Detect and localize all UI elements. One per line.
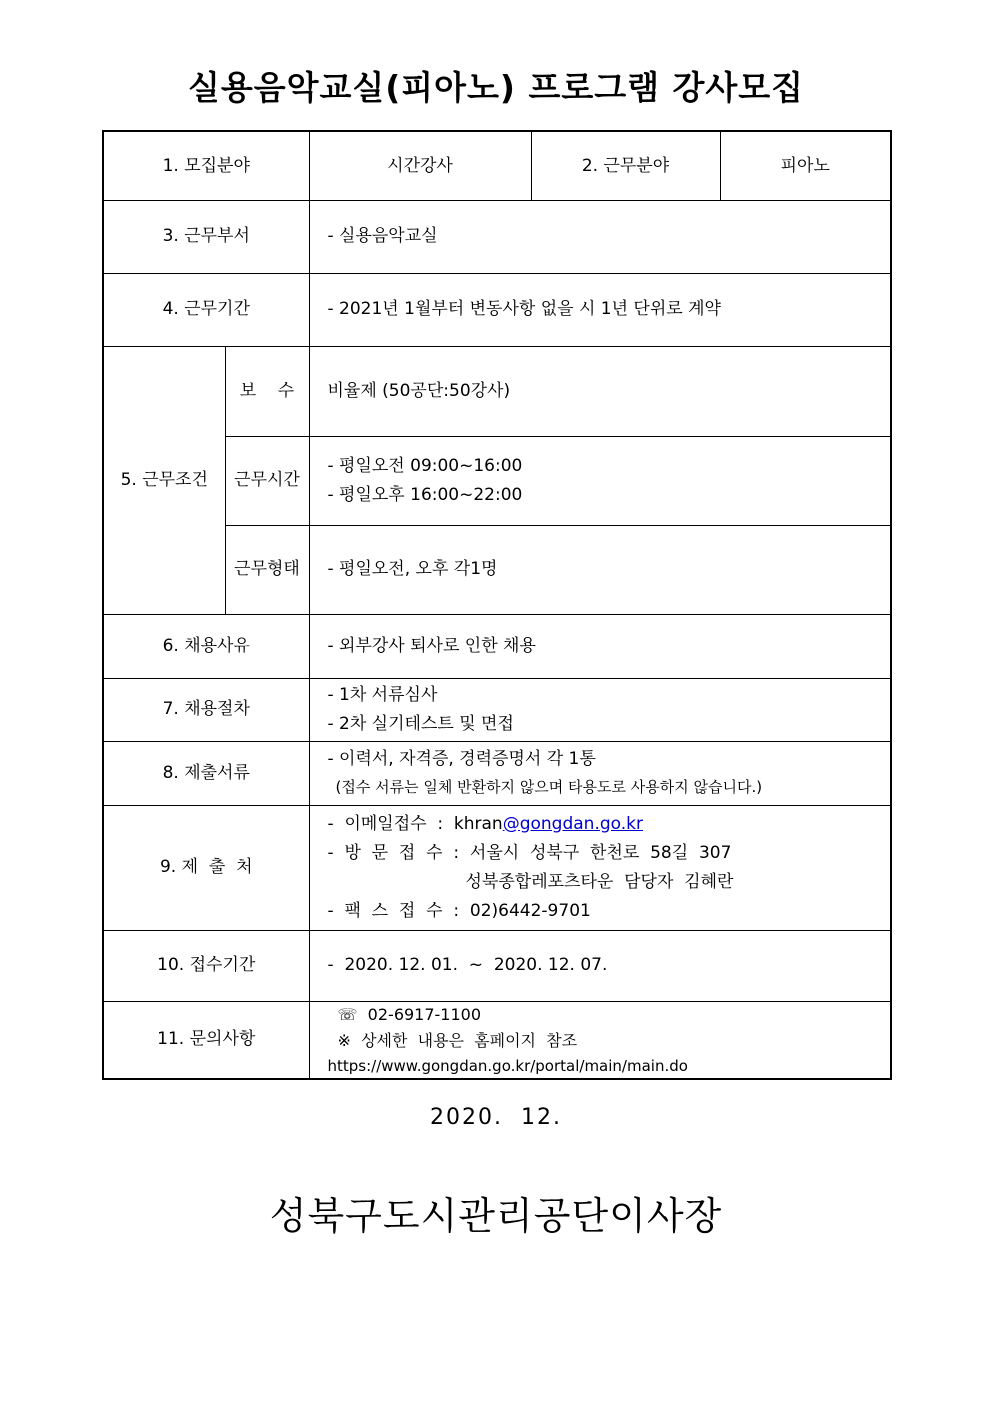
recruit-field-label: 1. 모집분야 (103, 131, 309, 200)
row-submission (103, 805, 891, 930)
documents-value (309, 741, 891, 805)
documents-list: - 이력서, 자격증, 경력증명서 각 1통 (327, 749, 596, 769)
pay-text: 비율제 (50공단:50강사) (327, 380, 511, 401)
work-field-label: 2. 근무분야 (531, 131, 720, 200)
reason-label: 6. 채용사유 (103, 614, 309, 678)
document-date: 2020. 12. (430, 1105, 562, 1130)
department-value (309, 200, 891, 273)
row-inquiry (103, 1001, 891, 1079)
submission-value (309, 805, 891, 930)
procedure-value (309, 678, 891, 741)
recruit-field-value: 시간강사 (309, 131, 531, 200)
work-field-value: 피아노 (720, 131, 891, 200)
submission-label: 9. 제 출 처 (103, 805, 309, 930)
row-reason (103, 614, 891, 678)
fax-line: - 팩 스 접 수 : 02)6442-9701 (327, 900, 591, 921)
documents-label: 8. 제출서류 (103, 741, 309, 805)
procedure-step-2: - 2차 실기테스트 및 면접 (327, 713, 514, 734)
email-link[interactable]: @gongdan.go.kr (502, 813, 643, 834)
reason-text: - 외부강사 퇴사로 인한 채용 (327, 635, 536, 656)
work-type-value (309, 525, 891, 614)
reason-value (309, 614, 891, 678)
hours-label: 근무시간 (225, 436, 309, 525)
pay-label: 보 수 (225, 346, 309, 436)
inquiry-value (309, 1001, 891, 1079)
inquiry-label: 11. 문의사항 (103, 1001, 309, 1079)
department-text: - 실용음악교실 (327, 226, 438, 246)
email-prefix: - 이메일접수 : khran (327, 813, 503, 834)
phone-line: ☏ 02-6917-1100 (337, 1004, 482, 1024)
row-receipt-period (103, 930, 891, 1001)
email-line (328, 810, 891, 839)
documents-notice: (접수 서류는 일체 반환하지 않으며 타용도로 사용하지 않습니다.) (335, 778, 763, 796)
procedure-label: 7. 채용절차 (103, 678, 309, 741)
row-pay (103, 346, 891, 436)
receipt-period-value (309, 930, 891, 1001)
period-label: 4. 근무기간 (103, 273, 309, 346)
issuer-name: 성북구도시관리공단이사장 (269, 1194, 723, 1238)
hours-value (309, 436, 891, 525)
hours-afternoon: - 평일오후 16:00~22:00 (327, 484, 523, 505)
document-title: 실용음악교실(피아노) 프로그램 강사모집 (187, 68, 805, 107)
department-label: 3. 근무부서 (103, 200, 309, 273)
visit-line: - 방 문 접 수 : 서울시 성북구 한천로 58길 307 (327, 842, 732, 863)
conditions-label: 5. 근무조건 (103, 346, 225, 614)
pay-value (309, 346, 891, 436)
row-period (103, 273, 891, 346)
period-text: - 2021년 1월부터 변동사항 없을 시 1년 단위로 계약 (327, 299, 721, 319)
receipt-period-label: 10. 접수기간 (103, 930, 309, 1001)
homepage-url[interactable]: https://www.gongdan.go.kr/portal/main/main.do (327, 1056, 688, 1075)
hours-morning: - 평일오전 09:00~16:00 (327, 455, 523, 476)
homepage-note: ※ 상세한 내용은 홈페이지 참조 (337, 1030, 578, 1050)
row-documents (103, 741, 891, 805)
row-recruit-field (103, 131, 891, 200)
row-procedure (103, 678, 891, 741)
procedure-step-1: - 1차 서류심사 (327, 684, 438, 705)
recruitment-table (102, 130, 892, 1080)
work-type-text: - 평일오전, 오후 각1명 (327, 559, 498, 579)
visit-contact-line: 성북종합레포츠타운 담당자 김혜란 (465, 871, 734, 892)
receipt-period-text: - 2020. 12. 01. ~ 2020. 12. 07. (327, 955, 608, 975)
row-department (103, 200, 891, 273)
work-type-label: 근무형태 (225, 525, 309, 614)
period-value (309, 273, 891, 346)
